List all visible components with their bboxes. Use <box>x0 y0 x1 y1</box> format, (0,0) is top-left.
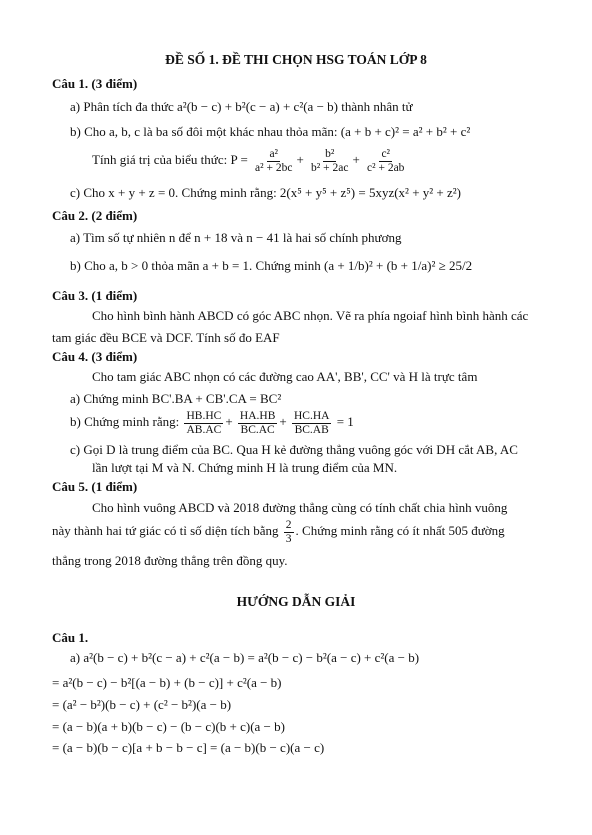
question-3-heading: Câu 3. (1 điểm) <box>52 288 138 303</box>
question-4-intro: Cho tam giác ABC nhọn có các đường cao AA', BB', CC' và H là trực tâm <box>92 369 478 384</box>
question-4c-line-2: lần lượt tại M và N. Chứng minh H là trung điểm của MN. <box>92 460 398 475</box>
question-5-line-3: thẳng trong 2018 đường thẳng trên đồng quy. <box>52 553 288 568</box>
denominator: BC.AC <box>240 423 275 436</box>
question-2a: a) Tìm số tự nhiên n để n + 18 và n − 41 là hai số chính phương <box>70 230 402 245</box>
fraction-1 <box>184 410 223 437</box>
solution-step-4: = (a − b)(a + b)(b − c) − (b − c)(b + c)(a − b) <box>52 719 285 734</box>
numerator: c² <box>381 147 391 160</box>
expression-prefix: Tính giá trị của biểu thức: P = <box>92 152 248 167</box>
question-1c: c) Cho x + y + z = 0. Chứng minh rằng: 2(x⁵ + y⁵ + z⁵) = 5xyz(x² + y² + z²) <box>70 185 462 200</box>
fraction-2 <box>238 410 277 437</box>
solution-step-1: a) a²(b − c) + b²(c − a) + c²(a − b) = a²(b − c) − b²(a − c) + c²(a − b) <box>70 650 420 665</box>
fraction-two-thirds <box>284 519 294 546</box>
question-4c-line-1: c) Gọi D là trung điểm của BC. Qua H kẻ đường thẳng vuông góc với DH cắt AB, AC <box>70 442 518 457</box>
equals-one: = 1 <box>336 414 354 429</box>
question-3-line-1: Cho hình bình hành ABCD có góc ABC nhọn. Vẽ ra phía ngoiaf hình bình hành các <box>92 308 529 323</box>
question-1b: b) Cho a, b, c là ba số đôi một khác nhau thỏa mãn: (a + b + c)² = a² + b² + c² <box>70 124 471 139</box>
question-5-line-2 <box>52 516 505 546</box>
solution-step-2: = a²(b − c) − b²[(a − b) + (b − c)] + c²(a − b) <box>52 675 282 690</box>
question-2-heading: Câu 2. (2 điểm) <box>52 208 138 223</box>
denominator: BC.AB <box>294 423 329 436</box>
fraction-2 <box>309 148 350 175</box>
numerator: HA.HB <box>239 409 276 422</box>
question-5-line-2-end: . Chứng minh rằng có ít nhất 505 đường <box>295 523 505 538</box>
question-5-line-2-start: này thành hai tứ giác có tỉ số diện tích bằng <box>52 523 279 538</box>
solution-step-5: = (a − b)(b − c)[a + b − b − c] = (a − b)(b − c)(a − c) <box>52 740 325 755</box>
fraction-3 <box>292 410 331 437</box>
question-4-heading: Câu 4. (3 điểm) <box>52 349 138 364</box>
denominator: AB.AC <box>186 423 222 436</box>
question-2b-inequality: (a + 1/b)² + (b + 1/a)² ≥ 25/2 <box>324 258 473 273</box>
question-5-heading: Câu 5. (1 điểm) <box>52 479 138 494</box>
numerator: a² <box>269 147 279 160</box>
question-1b-expression: Tính giá trị của biểu thức: P = $\frac{\text{a²}}{\text{a² + 2bc}}$ + $\frac{\text{b²}}{\text{b² + 2ac}}$ + $\frac{\text{c²}}{\text{c² + 2ab}}$ <box>92 147 405 174</box>
denominator: 3 <box>285 532 292 545</box>
question-5-line-1: Cho hình vuông ABCD và 2018 đường thẳng cùng có tính chất chia hình vuông <box>92 500 508 515</box>
numerator: HC.HA <box>293 409 330 422</box>
numerator: HB.HC <box>186 409 222 422</box>
solution-heading: HƯỚNG DẪN GIẢI <box>236 594 356 609</box>
question-3-line-2: tam giác đều BCE và DCF. Tính số đo EAF <box>52 330 280 345</box>
denominator: c² + 2ab <box>367 161 405 174</box>
solution-step-3: = (a² − b²)(b − c) + (c² − b²)(a − b) <box>52 697 232 712</box>
fraction-1 <box>253 148 294 175</box>
fraction-3 <box>365 148 406 175</box>
numerator: 2 <box>285 518 292 531</box>
denominator: a² + 2bc <box>255 161 293 174</box>
question-1a: a) Phân tích đa thức a²(b − c) + b²(c − a) + c²(a − b) thành nhân tử <box>70 99 413 114</box>
question-4b-text: b) Chứng minh rằng: <box>70 414 180 429</box>
numerator: b² <box>325 147 335 160</box>
question-2b <box>70 258 472 274</box>
page-title: ĐỀ SỐ 1. ĐỀ THI CHỌN HSG TOÁN LỚP 8 <box>165 52 427 67</box>
question-1-heading: Câu 1. (3 điểm) <box>52 76 138 91</box>
denominator: b² + 2ac <box>311 161 349 174</box>
question-4a: a) Chứng minh BC'.BA + CB'.CA = BC² <box>70 391 282 406</box>
solution-question-1-heading: Câu 1. <box>52 630 89 645</box>
question-2b-text: b) Cho a, b > 0 thỏa mãn a + b = 1. Chứng minh <box>70 258 321 273</box>
question-4b: b) Chứng minh rằng: $\frac{HB.HC}{AB.AC}$ + $\frac{HA.HB}{BC.AC}$ + $\frac{HC.HA}{BC.AB}$ = 1 <box>70 409 354 436</box>
